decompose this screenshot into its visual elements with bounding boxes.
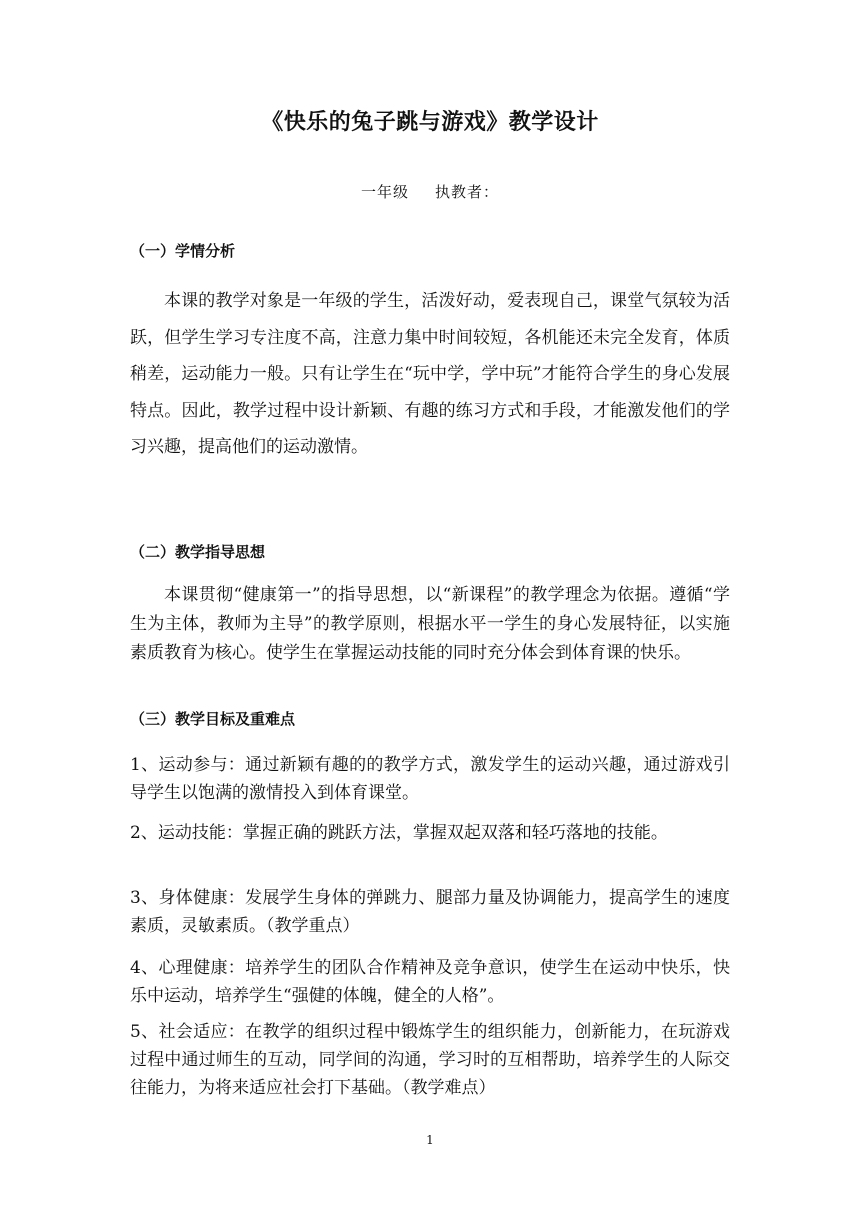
- objective-item: 3、身体健康：发展学生身体的弹跳力、腿部力量及协调能力，提高学生的速度素质，灵敏素质。（教学重点）: [130, 888, 730, 936]
- document-title: 《快乐的兔子跳与游戏》教学设计: [261, 110, 599, 135]
- section-heading-student-analysis: （一）学情分析: [130, 242, 236, 260]
- section-paragraph-guiding-ideology: 本课贯彻“健康第一”的指导思想，以“新课程”的教学理念为依据。遵循“学生为主体，教师为主导”的教学原则，根据水平一学生的身心发展特征，以实施素质教育为核心。使学生在掌握运动技能的同时充分体会到体育课的快乐。: [130, 585, 730, 663]
- section-heading-objectives: （三）教学目标及重难点: [130, 710, 296, 728]
- objective-item: 2、运动技能：掌握正确的跳跃方法，掌握双起双落和轻巧落地的技能。: [130, 823, 668, 843]
- page-number: 1: [426, 1133, 434, 1147]
- teacher-label: 执教者：: [435, 183, 500, 201]
- objective-item: 5、社会适应：在教学的组织过程中锻炼学生的组织能力，创新能力，在玩游戏过程中通过师生的互动，同学间的沟通，学习时的互相帮助，培养学生的人际交往能力，为将来适应社会打下基础。（教学难点）: [130, 1022, 730, 1098]
- byline: [0, 181, 860, 202]
- section-heading-guiding-ideology: （二）教学指导思想: [130, 543, 266, 561]
- objective-item: 1、运动参与：通过新颖有趣的的教学方式，激发学生的运动兴趣，通过游戏引导学生以饱满的激情投入到体育课堂。: [130, 755, 730, 803]
- grade-label: 一年级: [360, 183, 409, 201]
- objective-item: 4、心理健康：培养学生的团队合作精神及竞争意识，使学生在运动中快乐，快乐中运动，培养学生“强健的体魄，健全的人格”。: [130, 958, 730, 1006]
- section-paragraph-student-analysis: 本课的教学对象是一年级的学生，活泼好动，爱表现自己，课堂气氛较为活跃，但学生学习专注度不高，注意力集中时间较短，各机能还未完全发育，体质稍差，运动能力一般。只有让学生在“玩中学，学中玩”才能符合学生的身心发展特点。因此，教学过程中设计新颖、有趣的练习方式和手段，才能激发他们的学习兴趣，提高他们的运动激情。: [130, 291, 730, 457]
